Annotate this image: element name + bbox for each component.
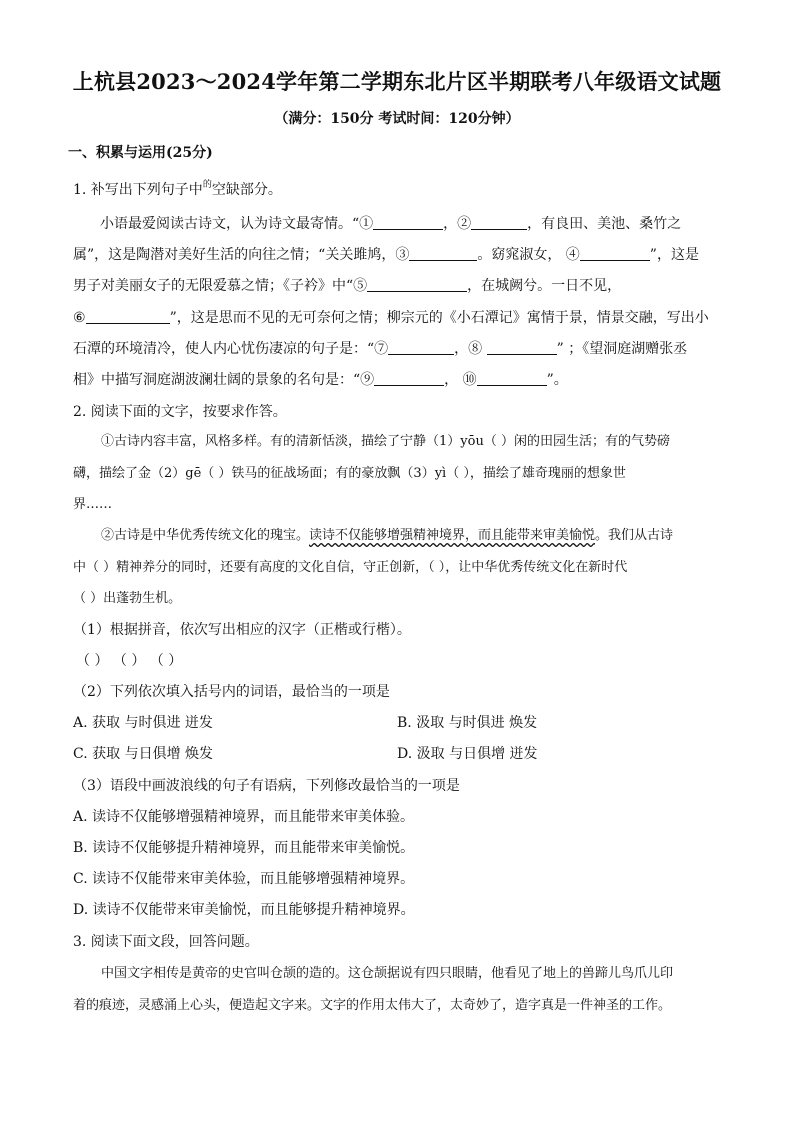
q2-passage-2-line-3: （ ）出蓬勃生机。 bbox=[73, 591, 182, 606]
blank-4[interactable] bbox=[580, 245, 650, 261]
q1-stem-sup: 的 bbox=[202, 180, 212, 190]
option-d[interactable]: D. 汲取 与日俱增 迸发 bbox=[397, 746, 538, 762]
q1-line-5 bbox=[73, 339, 687, 359]
blank-8[interactable] bbox=[487, 339, 557, 355]
q1-text: ⑥ bbox=[73, 310, 86, 326]
blank-9[interactable] bbox=[374, 370, 444, 386]
blank-3[interactable] bbox=[409, 245, 477, 261]
section-heading: 一、积累与运用(25分) bbox=[68, 145, 213, 161]
option-c[interactable]: C. 读诗不仅能带来审美体验，而且能够增强精神境界。 bbox=[73, 871, 415, 887]
blank-6[interactable] bbox=[86, 308, 170, 324]
q2-passage-2-line-2: 中（ ）精神养分的同时，还要有高度的文化自信，守正创新，（ ），让中华优秀传统文化在新时代 bbox=[73, 560, 628, 575]
option-a[interactable]: A. 获取 与时俱进 迸发 bbox=[73, 715, 213, 731]
q1-text: ，有良田、美池、桑竹之 bbox=[527, 216, 682, 232]
question-3-stem: 3. 阅读下面文段，回答问题。 bbox=[73, 934, 259, 950]
q1-text: 小语最爱阅读古诗文，认为诗文最寄情。“① bbox=[100, 216, 374, 232]
q1-text: 男子对美丽女子的无限爱慕之情；《子衿》中“⑤ bbox=[73, 278, 368, 294]
q3-passage-line-1: 中国文字相传是黄帝的史官叫仓颉的造的。这仓颉据说有四只眼睛，他看见了地上的兽蹄儿鸟爪儿印 bbox=[101, 966, 674, 981]
q1-text: 。窈窕淑女， ④ bbox=[477, 247, 580, 263]
page-title: 上杭县2023～2024学年第二学期东北片区半期联考八年级语文试题 bbox=[72, 69, 722, 94]
q1-text: ”。 bbox=[546, 372, 568, 388]
q2-sub-2: （2）下列依次填入括号内的词语，最恰当的一项是 bbox=[73, 684, 390, 700]
option-b[interactable]: B. 读诗不仅能够提升精神境界，而且能带来审美愉悦。 bbox=[73, 840, 415, 856]
q2-sub-1: （1）根据拼音，依次写出相应的汉字（正楷或行楷）。 bbox=[73, 622, 411, 638]
q1-stem-text: 1. 补写出下列句子中 bbox=[73, 182, 203, 198]
question-2-stem: 2. 阅读下面的文字，按要求作答。 bbox=[73, 404, 287, 420]
q2-passage-1-line-2: 礴，描绘了金（2）gē（ ）铁马的征战场面；有的豪放飘（3）yì（ ），描绘了雄奇瑰丽的想象世 bbox=[73, 466, 626, 481]
q1-line-1 bbox=[100, 214, 681, 234]
option-c[interactable]: C. 获取 与日俱增 焕发 bbox=[73, 746, 214, 762]
q1-text: ”，这是思而不见的无可奈何之情；柳宗元的《小石潭记》寓情于景，情景交融，写出小 bbox=[169, 310, 709, 326]
q2-passage-text: 。我们从古诗 bbox=[595, 528, 674, 543]
q2-passage-2-line-1 bbox=[101, 526, 673, 546]
q2-sub-1-answer-blanks[interactable]: （ ） （ ） （ ） bbox=[76, 653, 183, 669]
q1-line-4 bbox=[73, 308, 709, 328]
q1-line-6 bbox=[73, 370, 568, 390]
q2-passage-1-line-3: 界…… bbox=[73, 497, 113, 512]
q1-text: ，② bbox=[443, 216, 472, 232]
blank-2[interactable] bbox=[471, 214, 527, 230]
q1-text: ，⑧ bbox=[454, 341, 487, 357]
q1-text: ，在城阙兮。一日不见， bbox=[467, 278, 622, 294]
question-1-stem bbox=[73, 180, 282, 202]
blank-10[interactable] bbox=[477, 370, 547, 386]
q2-sub-3: （3）语段中画波浪线的句子有语病，下列修改最恰当的一项是 bbox=[73, 778, 460, 794]
blank-1[interactable] bbox=[373, 214, 443, 230]
q1-text: ， ⑩ bbox=[444, 372, 477, 388]
option-d[interactable]: D. 读诗不仅能带来审美愉悦，而且能够提升精神境界。 bbox=[73, 902, 415, 918]
blank-5[interactable] bbox=[367, 276, 467, 292]
q1-text: 属”，这是陶潜对美好生活的向往之情；“关关雎鸠，③ bbox=[73, 247, 410, 263]
q1-line-2 bbox=[73, 245, 699, 265]
q1-line-3 bbox=[73, 276, 621, 296]
q1-text: 石潭的环境清冷，使人内心忧伤凄凉的句子是：“⑦ bbox=[73, 341, 389, 357]
q3-passage-line-2: 着的痕迹，灵感涌上心头，便造起文字来。文字的作用太伟大了，太奇妙了，造字真是一件神圣的工作。 bbox=[73, 998, 672, 1013]
option-b[interactable]: B. 汲取 与时俱进 焕发 bbox=[397, 715, 538, 731]
q1-text: ”，这是 bbox=[649, 247, 699, 263]
wavy-underlined-sentence: 读诗不仅能够增强精神境界，而且能带来审美愉悦 bbox=[309, 528, 596, 543]
page-subtitle: （满分：150分 考试时间：120分钟） bbox=[274, 111, 520, 127]
q1-text: ” ；《望洞庭湖赠张丞 bbox=[556, 341, 688, 357]
q1-text: 相》中描写洞庭湖波澜壮阔的景象的名句是：“⑨ bbox=[73, 372, 375, 388]
q2-passage-text: ②古诗是中华优秀传统文化的瑰宝。 bbox=[101, 528, 310, 543]
q2-passage-1-line-1: ①古诗内容丰富，风格多样。有的清新恬淡，描绘了宁静（1）yōu（ ）闲的田园生活；有的气势磅 bbox=[101, 434, 670, 449]
option-a[interactable]: A. 读诗不仅能够增强精神境界，而且能带来审美体验。 bbox=[73, 809, 415, 825]
blank-7[interactable] bbox=[388, 339, 454, 355]
q1-stem-text-2: 空缺部分。 bbox=[211, 182, 282, 198]
